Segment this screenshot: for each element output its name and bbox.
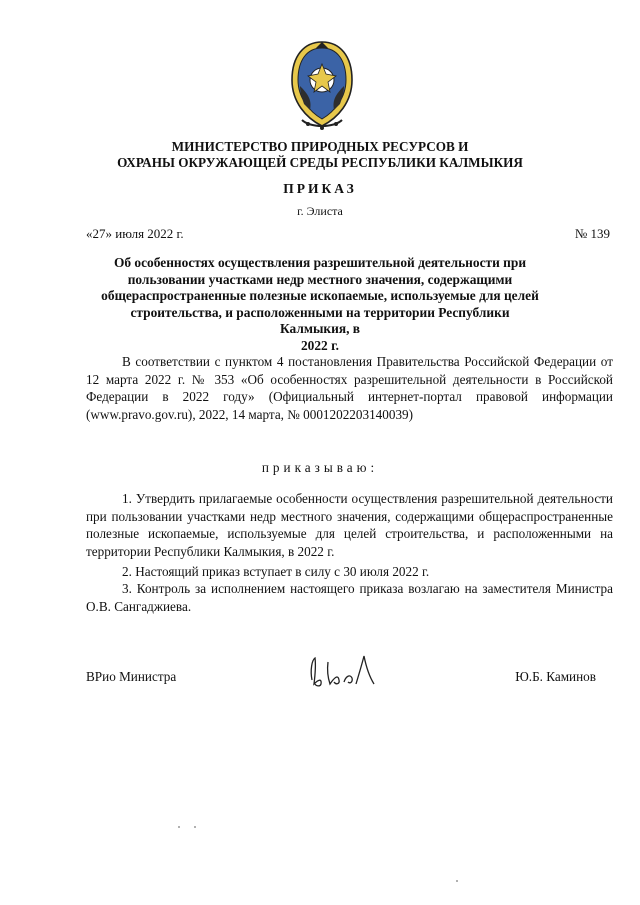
- document-type: ПРИКАЗ: [283, 181, 357, 196]
- document-title: [100, 255, 540, 354]
- title-line: 2022 г.: [300, 337, 340, 353]
- document-number: № 139: [574, 226, 610, 241]
- kalmykia-coat-of-arms-icon: [288, 40, 356, 132]
- order-item-1: [86, 490, 613, 560]
- scan-speck: [456, 880, 458, 882]
- document-date: «27» июля 2022 г.: [86, 226, 184, 241]
- org-line-1: МИНИСТЕРСТВО ПРИРОДНЫХ РЕСУРСОВ И: [171, 139, 469, 154]
- title-line: пользовании участками недр местного значения, содержащими: [127, 271, 513, 287]
- city: г. Элиста: [297, 204, 343, 218]
- preamble-text: В соответствии с пунктом 4 постановления Правительства Российской Федерации от 12 марта 2022 г. № 353 «Об особенностях разрешительной деятельности в Российской Федерации в 2022 году» (Официальный интернет-портал правовой информации (www.pravo.gov.ru), 2022, 14 марта, № 0001202203140039): [86, 354, 613, 422]
- order-item-text: 2. Настоящий приказ вступает в силу с 30 июля 2022 г.: [122, 564, 430, 579]
- title-line: Об особенностях осуществления разрешительной деятельности при: [113, 255, 527, 270]
- order-item-2: [86, 563, 613, 581]
- organization-name: [90, 139, 550, 171]
- signatory-name: Ю.Б. Каминов: [515, 669, 596, 684]
- signatory-position: ВРио Министра: [86, 669, 177, 684]
- order-item-text: 1. Утвердить прилагаемые особенности осуществления разрешительной деятельности при пользовании участками недр местного значения, содержащими общераспространенные полезные ископаемые, используемые для целей строительства, и расположенными на территории Республики Калмыкия, в 2022 г.: [86, 491, 613, 559]
- order-item-text: 3. Контроль за исполнением настоящего приказа возлагаю на заместителя Министра О.В. Сангаджиева.: [86, 581, 613, 614]
- handwritten-signature: [306, 652, 388, 692]
- order-word: приказываю:: [261, 460, 379, 475]
- org-line-2: ОХРАНЫ ОКРУЖАЮЩЕЙ СРЕДЫ РЕСПУБЛИКИ КАЛМЫКИЯ: [117, 155, 523, 170]
- scan-speck: [178, 826, 180, 828]
- title-line: строительства, и расположенными на территории Республики Калмыкия, в: [130, 304, 510, 336]
- preamble-paragraph: [86, 353, 613, 423]
- title-line: общераспространенные полезные ископаемые, используемые для целей: [101, 288, 539, 303]
- scan-speck: [194, 826, 196, 828]
- order-item-3: [86, 580, 613, 615]
